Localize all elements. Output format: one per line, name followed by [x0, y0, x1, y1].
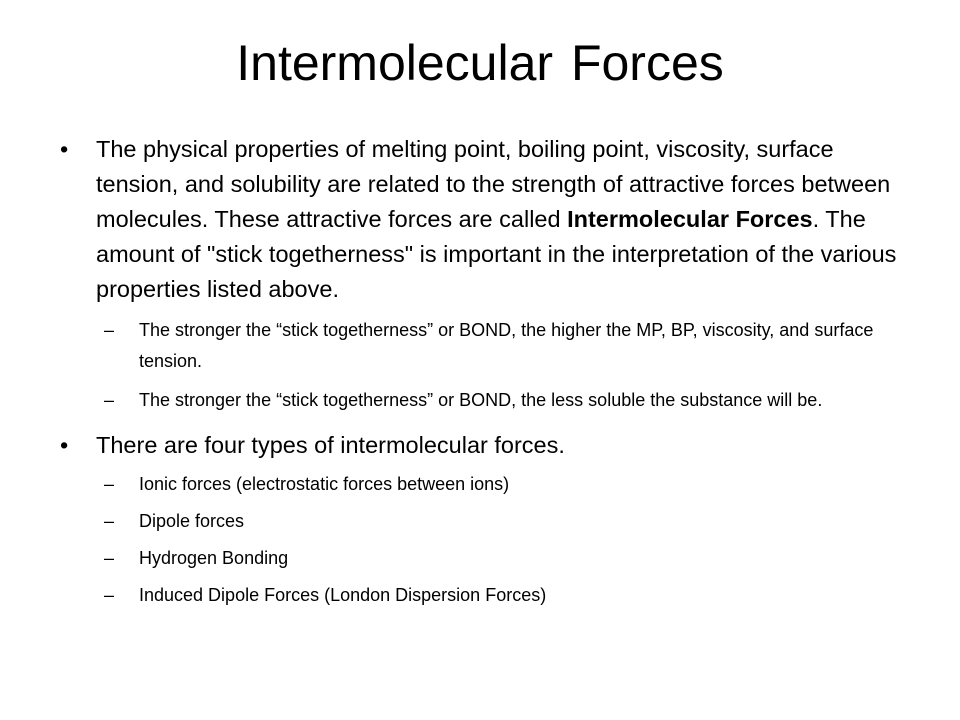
bullet-text-after: . The amount of "stick togetherness" is important in the interpretation of the various properties listed above.	[96, 206, 897, 302]
sub-item	[104, 469, 920, 500]
dash-icon: –	[104, 474, 115, 494]
dash-icon: –	[104, 320, 115, 340]
sub-list-stick-togetherness	[104, 315, 920, 416]
bullet-text-before: The physical properties of melting point, boiling point, viscosity, surface tension, and solubility are related to the strength of attractive forces between molecules. These attractive forces are called	[96, 136, 891, 232]
sub-item-text: Ionic forces (electrostatic forces between ions)	[139, 474, 510, 494]
bullet-bold-term: Intermolecular Forces	[567, 206, 813, 232]
sub-item	[104, 315, 920, 377]
bullet-text: There are four types of intermolecular forces.	[96, 432, 565, 458]
dash-icon: –	[104, 548, 115, 568]
bullet-icon: •	[60, 432, 69, 458]
sub-item-text: Dipole forces	[139, 511, 245, 531]
dash-icon: –	[104, 585, 115, 605]
dash-icon: –	[104, 390, 115, 410]
sub-item-text: The stronger the “stick togetherness” or BOND, the less soluble the substance will be.	[139, 390, 823, 410]
sub-item	[104, 506, 920, 537]
sub-item	[104, 385, 920, 416]
sub-list-force-types	[104, 469, 920, 611]
bullet-icon: •	[60, 136, 69, 162]
bullet-physical-properties	[60, 132, 920, 307]
sub-item-text: Hydrogen Bonding	[139, 548, 289, 568]
sub-item-text: Induced Dipole Forces (London Dispersion Forces)	[139, 585, 547, 605]
dash-icon: –	[104, 511, 115, 531]
slide-content	[60, 132, 920, 611]
bullet-four-types	[60, 428, 920, 463]
sub-item	[104, 543, 920, 574]
slide-title: Intermolecular Forces	[236, 35, 724, 91]
sub-item-text: The stronger the “stick togetherness” or BOND, the higher the MP, BP, viscosity, and surface tension.	[139, 320, 874, 371]
sub-item	[104, 580, 920, 611]
